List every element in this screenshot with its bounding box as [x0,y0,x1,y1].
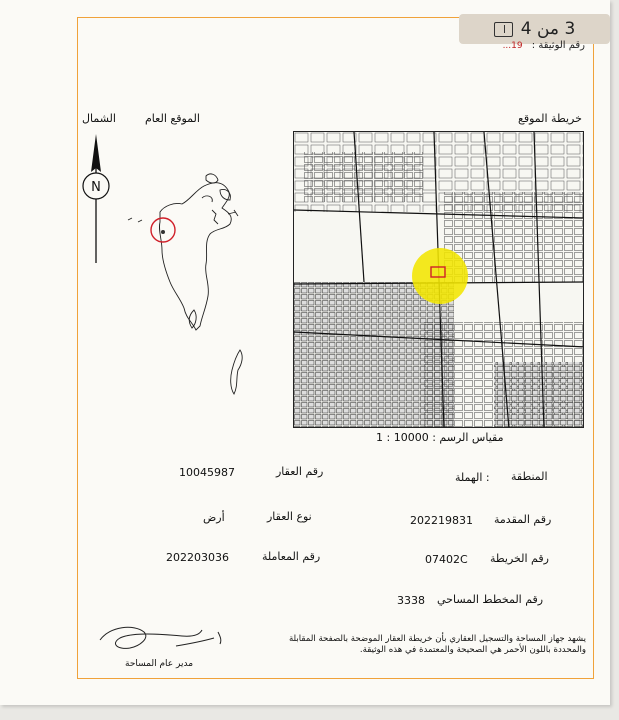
transaction-number-label: رقم المعاملة [262,550,321,563]
general-location-map [118,150,258,410]
property-number-label: رقم العقار [276,465,324,478]
page-indicator-text: 3 من 4 [520,19,576,39]
document-number-value: 19... [502,41,523,51]
map-number-label: رقم الخريطة [490,552,549,565]
site-map-title: خريطة الموقع [518,112,582,125]
area-label: المنطقة [511,470,548,483]
survey-plan-label: رقم المخطط المساحي [437,593,544,606]
document-number-label: رقم الوثيقة : [531,40,585,51]
sidebar-toggle-icon[interactable] [494,22,513,37]
property-type-label: نوع العقار [267,510,312,523]
area-value: : الهملة [455,471,490,484]
intro-number-label: رقم المقدمة [494,513,552,526]
north-letter: N [91,180,101,195]
site-map [293,131,584,428]
map-number-value: 07402C [425,553,468,566]
intro-number-value: 202219831 [410,514,473,527]
signatory-title: مدير عام المساحة [125,659,194,669]
transaction-number-value: 202203036 [166,551,229,564]
north-label: الشمال [82,112,116,125]
document-number [430,40,585,56]
north-arrow-icon [78,128,114,268]
certification-text: يشهد جهاز المساحة والتسجيل العقاري بأن خريطة العقار الموضحة بالصفحة المقابلة والمحددة باللون الأحمر هي الصحيحة والمعتمدة في هذه الوثيقة. [288,634,586,655]
property-type-value: أرض [203,511,225,524]
signature-mark [96,622,236,658]
general-location-label: الموقع العام [145,112,200,125]
survey-plan-value: 3338 [397,594,425,607]
map-scale: مقياس الرسم : 10000 : 1 [376,431,504,444]
property-number-value: 10045987 [179,466,235,479]
